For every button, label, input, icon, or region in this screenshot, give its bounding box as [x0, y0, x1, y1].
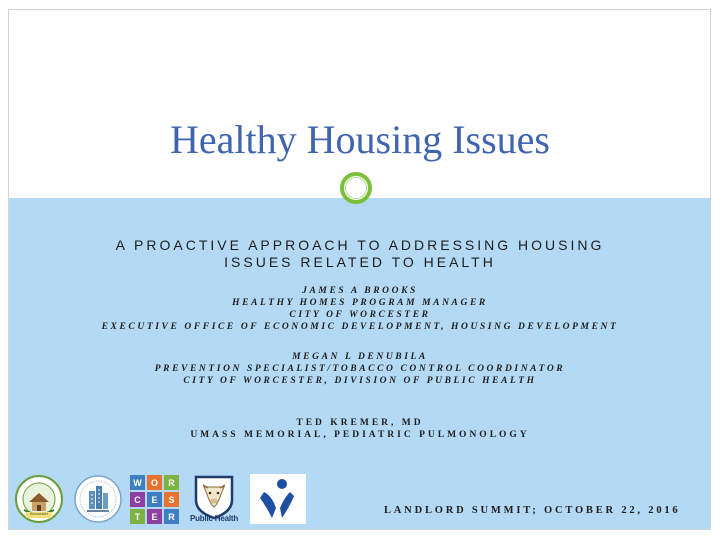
hud-logo	[73, 474, 123, 524]
worcester-tiles-icon	[129, 474, 180, 524]
tile-letter: R	[168, 478, 175, 488]
divider-ring-inner	[345, 177, 367, 199]
tile-5	[164, 492, 179, 507]
umass-logo	[250, 474, 306, 524]
presenter-1-name: JAMES A BROOKS	[302, 286, 418, 296]
public-health-text: Public Health	[189, 514, 239, 523]
tile-7	[147, 509, 162, 524]
presenter-1-org: CITY OF WORCESTER	[289, 310, 431, 320]
presenter-2-name: MEGAN L DENUBILA	[292, 352, 428, 362]
presenter-2-org: CITY OF WORCESTER, DIVISION OF PUBLIC HEALTH	[183, 376, 537, 386]
presenter-3-org: UMASS MEMORIAL, PEDIATRIC PULMONOLOGY	[190, 430, 530, 440]
presenter-2-role: PREVENTION SPECIALIST/TOBACCO CONTROL COORDINATOR	[154, 364, 566, 374]
tile-letter: O	[150, 478, 159, 488]
presenter-1-role: HEALTHY HOMES PROGRAM MANAGER	[232, 298, 488, 308]
tile-6	[130, 509, 145, 524]
worcester-seal-text: Worcester	[29, 511, 49, 516]
title-area	[9, 10, 710, 198]
tile-8	[164, 509, 179, 524]
tile-letter: C	[134, 495, 141, 505]
tile-letter: E	[151, 512, 158, 522]
tile-letter: R	[168, 512, 175, 522]
worcester-seal-logo	[14, 474, 64, 524]
subtitle-line-1: A PROACTIVE APPROACH TO ADDRESSING HOUSING	[115, 237, 605, 253]
hud-building-icon	[73, 474, 123, 524]
tile-3	[130, 492, 145, 507]
footer-event: LANDLORD SUMMIT; OCTOBER 22, 2016	[384, 505, 681, 516]
presenter-3-name: TED KREMER, MD	[296, 418, 424, 428]
subtitle-line-2: ISSUES RELATED TO HEALTH	[224, 254, 496, 270]
worcester-tiles-logo	[129, 474, 180, 524]
tile-2	[164, 475, 179, 490]
tile-letter: W	[133, 478, 142, 488]
public-health-logo	[184, 474, 244, 524]
slide-title: Healthy Housing Issues	[170, 117, 550, 162]
tile-4	[147, 492, 162, 507]
umass-figure-icon	[250, 474, 306, 524]
city-seal-icon	[14, 474, 64, 524]
tile-letter: E	[151, 495, 158, 505]
tile-0	[130, 475, 145, 490]
tile-letter: T	[134, 512, 141, 522]
tile-letter: S	[168, 495, 175, 505]
presenter-1-dept: EXECUTIVE OFFICE OF ECONOMIC DEVELOPMENT, HOUSING DEVELOPMENT	[101, 322, 619, 332]
tile-1	[147, 475, 162, 490]
